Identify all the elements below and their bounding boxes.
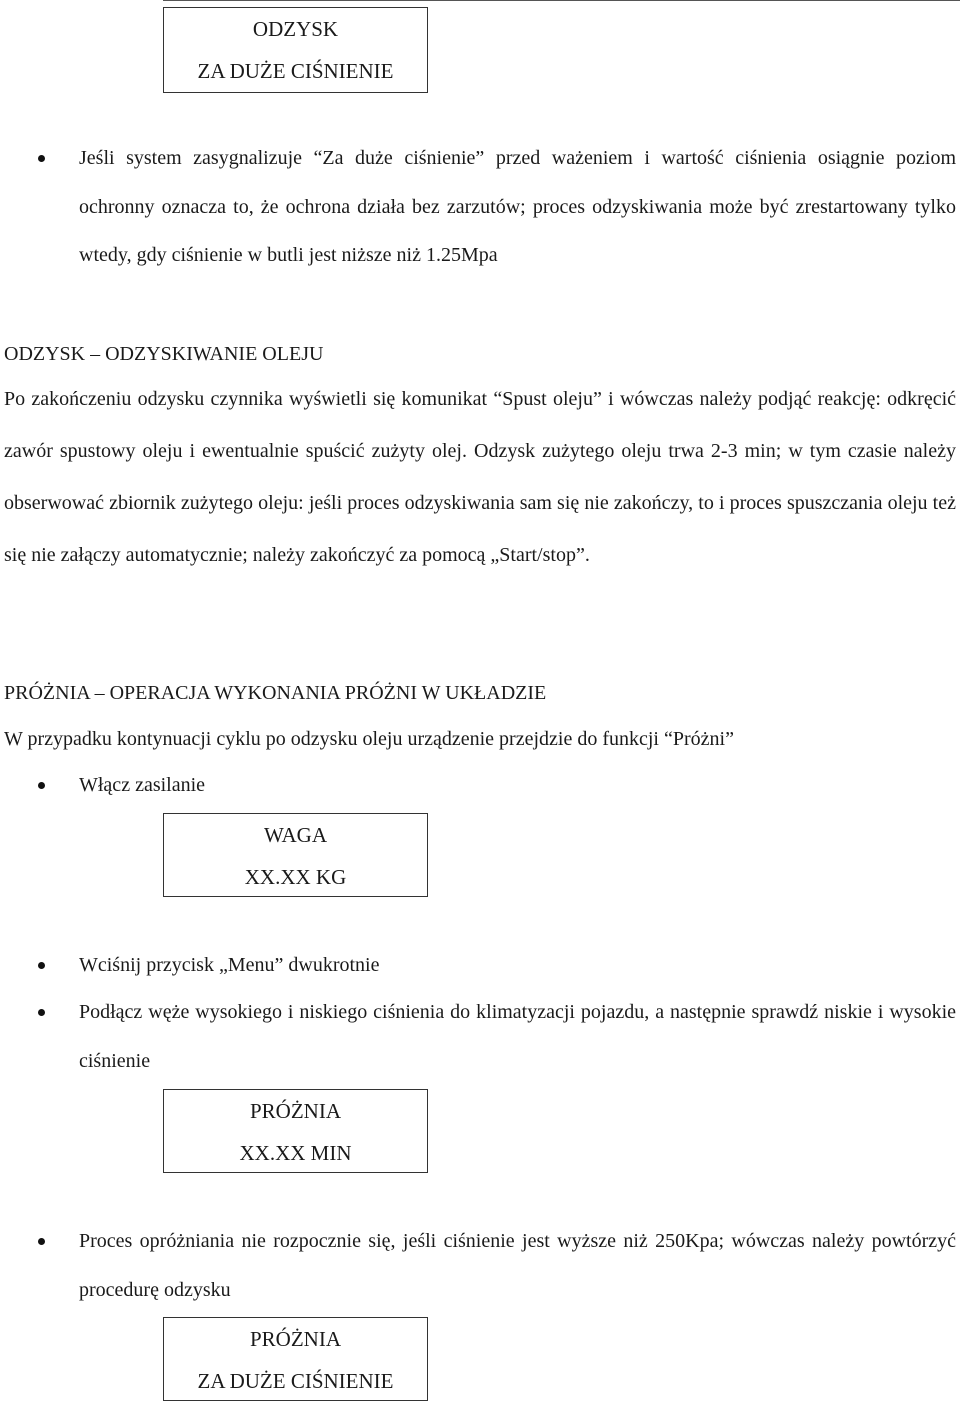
bullet-icon xyxy=(38,155,45,162)
display-line-2: XX.XX MIN xyxy=(239,1141,352,1165)
bullet-icon xyxy=(38,1238,45,1245)
paragraph: W przypadku kontynuacji cyklu po odzysku oleju urządzenie przejdzie do funkcji “Próżni” xyxy=(4,728,734,750)
display-line-1: PRÓŻNIA xyxy=(249,1099,341,1123)
paragraph-text: Po zakończeniu odzysku czynnika wyświetli się komunikat “Spust oleju” i wówczas należy podjąć reakcję: odkręcić zawór spustowy oleju i ewentualnie spuścić zużyty olej. Odzysk zużytego oleju trwa 2-3 min; w tym czasie należy obserwować zbiornik zużytego oleju: jeśli proces odzyskiwania sam się nie zakończy, to i proces spuszczania oleju też się nie załączy automatycznie; należy zakończyć za pomocą „Start/stop”. xyxy=(4,388,956,566)
list-item-text: Podłącz węże wysokiego i niskiego ciśnienia do klimatyzacji pojazdu, a następnie sprawdź niskie i wysokie ciśnienie xyxy=(79,1001,956,1072)
display-line-1: ODZYSK xyxy=(252,17,339,41)
display-box-proznia xyxy=(163,1089,428,1173)
display-box-waga xyxy=(163,813,428,897)
display-box-odzysk xyxy=(163,7,428,93)
display-line-2: ZA DUŻE CIŚNIENIE xyxy=(197,1369,394,1393)
display-line-2: XX.XX KG xyxy=(244,865,347,889)
bullet-icon xyxy=(38,962,45,969)
list-item-text: Proces opróżniania nie rozpocznie się, jeśli ciśnienie jest wyższe niż 250Kpa; wówczas należy powtórzyć procedurę odzysku xyxy=(79,1230,956,1301)
display-line-1: WAGA xyxy=(264,823,327,847)
section-heading: ODZYSK – ODZYSKIWANIE OLEJU xyxy=(4,343,324,365)
list-item-text: Wciśnij przycisk „Menu” dwukrotnie xyxy=(79,954,380,976)
bullet-icon xyxy=(38,782,45,789)
display-line-1: PRÓŻNIA xyxy=(249,1327,341,1351)
section-heading: PRÓŻNIA – OPERACJA WYKONANIA PRÓŻNI W UKŁADZIE xyxy=(4,682,547,704)
bullet-icon xyxy=(38,1009,45,1016)
list-item-text: Jeśli system zasygnalizuje “Za duże ciśnienie” przed ważeniem i wartość ciśnienia osiągnie poziom ochronny oznacza to, że ochrona działa bez zarzutów; proces odzyskiwania może być zrestartowany tylko wtedy, gdy ciśnienie w butli jest niższe niż 1.25Mpa xyxy=(79,147,956,266)
top-rule xyxy=(163,0,960,1)
display-line-2: ZA DUŻE CIŚNIENIE xyxy=(197,59,394,83)
display-box-proznia-cisnienie xyxy=(163,1317,428,1401)
list-item-text: Włącz zasilanie xyxy=(79,774,206,796)
paragraph xyxy=(4,373,956,581)
